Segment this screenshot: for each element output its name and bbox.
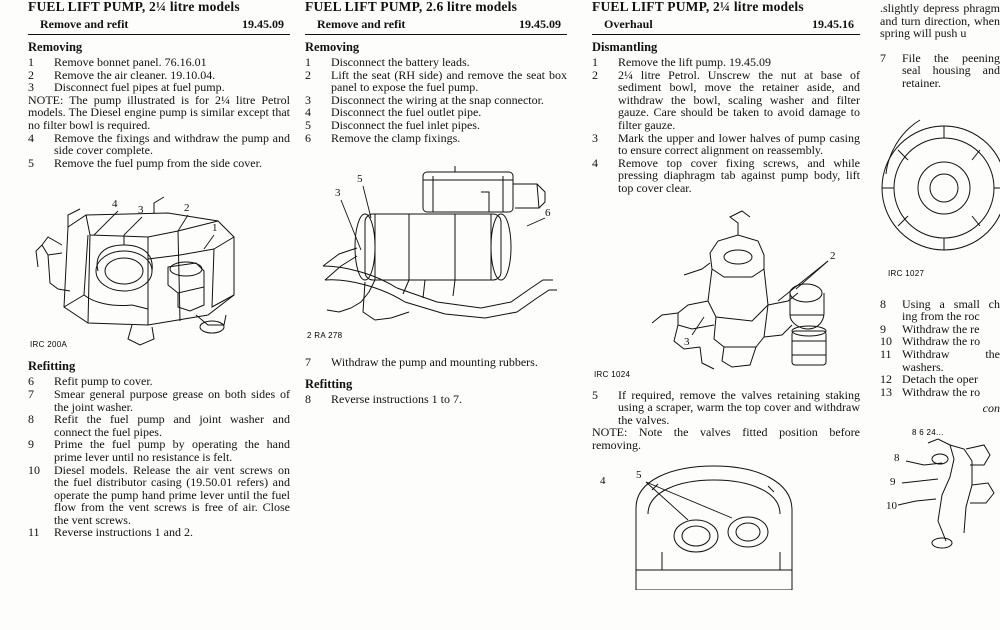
column-3-opcode: 19.45.16 [812, 17, 854, 31]
column-1-refitting-heading: Refitting [28, 359, 76, 374]
step-number: 6 [28, 374, 34, 389]
list-item [880, 348, 1000, 373]
step-number: 3 [28, 80, 34, 95]
column-2 [305, 0, 567, 630]
figure-code: IRC 1027 [888, 268, 925, 278]
step-text: Withdraw the washers. [902, 346, 1000, 374]
step-text: Smear general purpose grease on both sides of the joint washer. [54, 386, 290, 414]
column-2-removing-steps-cont [305, 356, 567, 369]
column-1-removing-steps [28, 56, 290, 94]
step-number: 7 [880, 50, 886, 65]
column-3-dismantling-steps [592, 56, 860, 195]
column-1 [28, 0, 290, 630]
step-text: Disconnect the battery leads. [331, 55, 470, 69]
column-4 [880, 0, 1000, 630]
figure-top-cover-valves [592, 460, 860, 590]
step-number: 13 [880, 384, 892, 399]
column-2-removing-steps [305, 56, 567, 144]
callout-5: 5 [357, 173, 363, 186]
step-text: If required, remove the valves retaining staking using a scraper, warm the top cover and withdraw the valves. [618, 387, 860, 427]
step-number: 8 [305, 391, 311, 406]
step-text: Disconnect the fuel outlet pipe. [331, 105, 482, 120]
list-item [592, 132, 860, 157]
list-item [305, 393, 567, 406]
figure-code: 2 RA 278 [307, 331, 343, 341]
step-text: Disconnect fuel pipes at fuel pump. [54, 80, 225, 95]
column-3 [592, 0, 860, 630]
callout-9: 9 [890, 475, 896, 488]
callout-2: 2 [830, 249, 836, 262]
step-text: Diesel models. Release the air vent screws on the fuel distributor casing (19.50.01 refers) and operate the pump hand prime lever until the fuel flow from the vent screws is free of air. Close the vent screws. [54, 462, 290, 527]
figure-fuel-pump-seatbox [305, 162, 567, 352]
column-4-continued: con [982, 401, 1000, 416]
callout-3: 3 [335, 187, 341, 200]
step-text: Prime the fuel pump by operating the hand prime lever until no resistance is felt. [54, 437, 290, 464]
step-text: Remove the fuel pump from the side cover. [54, 155, 262, 170]
step-text: Withdraw the re [902, 321, 980, 336]
step-text: Reverse instructions 1 and 2. [54, 525, 193, 540]
callout-3: 3 [138, 204, 144, 217]
list-item [305, 69, 567, 94]
step-number: 10 [28, 462, 40, 477]
step-number: 4 [592, 155, 598, 170]
step-number: 2 [28, 67, 34, 82]
column-3-note: NOTE: Note the valves fitted position before removing. [592, 425, 860, 452]
callout-3: 3 [684, 335, 690, 348]
callout-8: 8 [894, 451, 900, 464]
callout-5: 5 [636, 468, 642, 481]
column-2-refitting-heading: Refitting [305, 376, 353, 391]
list-item [880, 52, 1000, 90]
figure-2-drawing [305, 162, 567, 352]
step-text: Detach the oper [902, 372, 978, 387]
column-1-removing-heading: Removing [28, 40, 83, 54]
column-1-title: FUEL LIFT PUMP, 2¼ litre models [28, 0, 240, 14]
step-text: Withdraw the ro [902, 384, 981, 399]
figure-diaphragm-assembly [880, 104, 1000, 294]
list-item [880, 386, 1000, 399]
figure-label: 8 6 24... [912, 427, 944, 437]
column-4-top-text: .slightly depress phragm and turn direction, when spring will push u [880, 1, 1000, 41]
step-number: 11 [28, 525, 40, 540]
step-number: 10 [880, 334, 892, 349]
step-number: 4 [28, 130, 34, 145]
figure-3-drawing [592, 205, 860, 385]
list-item [592, 389, 860, 427]
step-text: Remove bonnet panel. 76.16.01 [54, 55, 207, 69]
column-2-operation-row [305, 17, 567, 35]
step-number: 1 [28, 55, 34, 69]
step-number: 8 [880, 296, 886, 311]
column-2-operation: Remove and refit [317, 17, 406, 31]
figure-rocker-assembly [880, 425, 1000, 555]
step-text: Disconnect the wiring at the snap connector. [331, 92, 544, 107]
step-number: 6 [305, 130, 311, 145]
step-text: Refit the fuel pump and joint washer and connect the fuel pipes. [54, 412, 290, 439]
step-number: 1 [592, 55, 598, 69]
figure-5-drawing [880, 104, 1000, 294]
list-item [28, 464, 290, 527]
column-3-operation: Overhaul [604, 17, 653, 31]
list-item [28, 81, 290, 94]
step-number: 9 [880, 321, 886, 336]
callout-1: 1 [212, 222, 218, 235]
list-item [28, 438, 290, 463]
list-item [305, 132, 567, 145]
figure-1-drawing [28, 175, 290, 355]
step-text: Reverse instructions 1 to 7. [331, 391, 462, 406]
step-number: 2 [592, 67, 598, 82]
list-item [28, 413, 290, 438]
step-text: Remove the lift pump. 19.45.09 [618, 55, 771, 69]
step-number: 8 [28, 412, 34, 427]
list-item [305, 356, 567, 369]
column-1-operation-row [28, 17, 290, 35]
column-2-removing-heading: Removing [305, 40, 360, 54]
step-number: 2 [305, 67, 311, 82]
figure-lift-pump-assembly [592, 205, 860, 385]
step-text: Remove the fixings and withdraw the pump and side cover complete. [54, 130, 290, 158]
step-text: File the peening seal housing and retainer. [902, 50, 1000, 90]
list-item [28, 157, 290, 170]
step-number: 11 [880, 346, 892, 361]
step-number: 9 [28, 437, 34, 452]
callout-10: 10 [886, 499, 897, 512]
figure-6-drawing [880, 425, 1000, 555]
step-number: 5 [28, 155, 34, 170]
callout-2: 2 [184, 202, 190, 215]
step-number: 7 [305, 355, 311, 370]
step-number: 12 [880, 372, 892, 387]
column-1-operation: Remove and refit [40, 17, 129, 31]
column-2-refitting-steps [305, 393, 567, 406]
step-text: 2¼ litre Petrol. Unscrew the nut at base of sediment bowl, move the retainer aside, and withdraw the bowl, scaling washer and filter gauze. Care should be taken to avoid damage to filter gauze. [618, 67, 860, 132]
callout-4: 4 [600, 474, 606, 487]
column-3-operation-row [592, 17, 860, 35]
step-number: 3 [592, 130, 598, 145]
column-3-dismantling-steps-cont [592, 389, 860, 427]
column-1-opcode: 19.45.09 [242, 17, 284, 31]
step-text: Lift the seat (RH side) and remove the seat box panel to expose the fuel pump. [331, 67, 567, 95]
step-number: 1 [305, 55, 311, 69]
step-text: Mark the upper and lower halves of pump casing to ensure correct alignment on reassembly. [618, 130, 860, 158]
list-item [592, 69, 860, 132]
step-number: 3 [305, 92, 311, 107]
column-1-removing-steps-cont [28, 132, 290, 170]
callout-4: 4 [112, 198, 118, 211]
figure-4-drawing [592, 460, 860, 590]
column-4-steps-top [880, 52, 1000, 90]
list-item [880, 298, 1000, 323]
step-text: Disconnect the fuel inlet pipes. [331, 117, 480, 132]
step-number: 7 [28, 386, 34, 401]
step-text: Using a small ch ing from the roc [902, 296, 1000, 324]
step-number: 5 [305, 117, 311, 132]
step-number: 4 [305, 105, 311, 120]
step-text: Refit pump to cover. [54, 374, 153, 389]
column-4-steps-bottom [880, 298, 1000, 399]
column-3-title: FUEL LIFT PUMP, 2¼ litre models [592, 0, 804, 14]
step-text: Remove the air cleaner. 19.10.04. [54, 67, 216, 82]
list-item [592, 157, 860, 195]
figure-code: IRC 200A [30, 340, 68, 350]
callout-6: 6 [545, 207, 551, 220]
list-item [28, 132, 290, 157]
figure-fuel-pump-side-cover [28, 175, 290, 355]
step-text: Withdraw the ro [902, 334, 981, 349]
column-1-refitting-steps [28, 375, 290, 539]
step-text: Remove the clamp fixings. [331, 130, 461, 145]
column-2-title: FUEL LIFT PUMP, 2.6 litre models [305, 0, 518, 14]
figure-code: IRC 1024 [594, 369, 631, 379]
column-2-opcode: 19.45.09 [519, 17, 561, 31]
list-item [28, 526, 290, 539]
step-text: Withdraw the pump and mounting rubbers. [331, 355, 538, 370]
step-text: Remove top cover fixing screws, and while pressing diaphragm tab against pump body, lift top cover clear. [618, 155, 860, 195]
column-3-dismantling-heading: Dismantling [592, 40, 658, 54]
column-1-note: NOTE: The pump illustrated is for 2¼ litre Petrol models. The Diesel engine pump is similar except that no filter bowl is required. [28, 92, 290, 132]
step-number: 5 [592, 387, 598, 402]
list-item [28, 388, 290, 413]
